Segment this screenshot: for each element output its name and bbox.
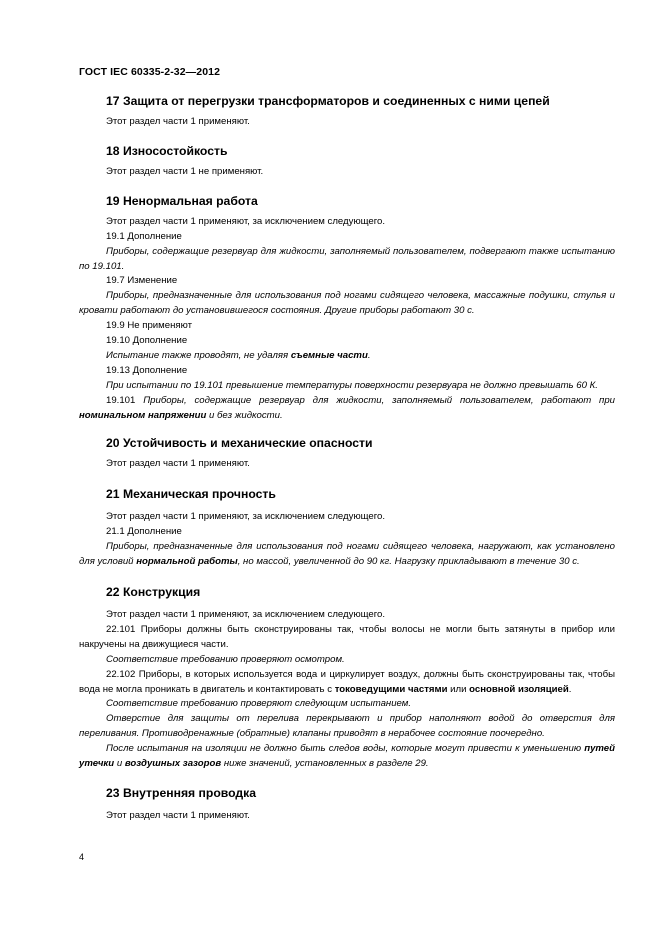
clause-19-101-text-a: Приборы, содержащие резервуар для жидкости, заполняемый пользователем, работают при [143,394,615,406]
section-21 [79,486,615,570]
section-19-heading: 19 Ненормальная работа [106,193,258,208]
section-17 [79,93,615,130]
term-normal-operation: нормальной работы [136,556,238,568]
section-21-heading: 21 Механическая прочность [106,487,276,502]
clause-19-10-text [79,349,615,364]
section-22 [79,584,615,772]
term-clearances: воздушных зазоров [124,758,222,770]
clause-19-101 [79,394,615,424]
clause-22-101: 22.101 Приборы должны быть сконструированы так, чтобы волосы не могли быть затянуты в прибор или накручены на движущиеся части. [79,623,615,650]
section-17-heading: 17 Защита от перегрузки трансформаторов и соединенных с ними цепей [106,94,550,108]
clause-21-1-text-a: Приборы, предназначенные для использования под ногами сидящего человека, нагружают, как установлено для условий [79,541,615,568]
clause-22-102-text-a: 22.102 Приборы, в которых используется вода и циркулирует воздух, должны быть сконструированы так, чтобы вода не могла проникать в двигатель и контактировать с [79,668,615,695]
section-17-body: Этот раздел части 1 применяют. [106,116,250,127]
section-21-intro: Этот раздел части 1 применяют, за исключением следующего. [106,511,386,523]
section-18-heading: 18 Износостойкость [106,143,228,158]
clause-22-102-test: Отверстие для защиты от перелива перекрывают и прибор наполняют водой до отверстия для переливания. Противодренажные (обратные) клапаны приводят в нерабочее состояние поочередно. [79,713,615,740]
clause-19-1-label: 19.1 Дополнение [106,230,182,242]
clause-19-7-label: 19.7 Изменение [106,275,178,287]
clause-22-102-end: . [568,683,572,695]
term-creepage-distances: путей утечки [79,743,615,770]
document-code-header: ГОСТ IEC 60335-2-32—2012 [79,66,221,78]
clause-19-10-text-b: . [367,349,371,361]
clause-21-1-text [79,540,615,570]
section-22-heading: 22 Конструкция [106,585,201,600]
term-rated-voltage: номинальном напряжении [79,409,207,421]
clause-22-102-after [79,742,615,772]
clause-22-102-mid: или [447,683,470,695]
clause-22-102-after-b: ниже значений, установленных в разделе 29. [221,758,429,770]
clause-19-13-text: При испытании по 19.101 превышение температуры поверхности резервуара не должно превышать 60 К. [106,379,598,391]
section-18-body: Этот раздел части 1 не применяют. [106,165,264,177]
section-23-body: Этот раздел части 1 применяют. [106,810,250,821]
clause-21-1-label: 21.1 Дополнение [106,526,182,538]
clause-22-102-after-mid: и [114,758,125,770]
section-19 [79,193,615,424]
clause-22-102-after-a: После испытания на изоляции не должно быть следов воды, которые могут привести к уменьшению [106,743,585,755]
clause-22-102 [79,668,615,698]
clause-19-101-text-b: и без жидкости. [206,409,283,421]
section-20 [79,435,615,472]
section-19-intro: Этот раздел части 1 применяют, за исключением следующего. [106,215,386,227]
clause-19-9-label: 19.9 Не применяют [106,320,192,332]
clause-22-102-check: Соответствие требованию проверяют следующим испытанием. [106,698,412,710]
term-live-parts: токоведущими частями [334,683,448,695]
section-22-intro: Этот раздел части 1 применяют, за исключением следующего. [106,609,386,621]
section-23-heading: 23 Внутренняя проводка [106,786,257,800]
section-20-heading: 20 Устойчивость и механические опасности [106,435,373,450]
clause-19-10-label: 19.10 Дополнение [106,335,188,347]
clause-19-10-text-a: Испытание также проводят, не удаляя [106,349,291,361]
section-18 [79,143,615,180]
section-20-body: Этот раздел части 1 применяют. [106,457,250,469]
clause-19-101-number: 19.101 [106,394,144,406]
section-23 [79,785,615,824]
clause-19-1-text: Приборы, содержащие резервуар для жидкости, заполняемый пользователем, подвергают также испытанию по 19.101. [79,245,615,272]
page-content [79,93,615,824]
term-removable-parts: съемные части [290,349,368,361]
clause-21-1-text-b: , но массой, увеличенной до 90 кг. Нагрузку прикладывают в течение 30 с. [237,556,580,568]
page-number: 4 [79,852,85,862]
term-basic-insulation: основной изоляцией [469,683,569,695]
clause-19-13-label: 19.13 Дополнение [106,364,188,376]
clause-22-101-check: Соответствие требованию проверяют осмотром. [106,653,345,665]
clause-19-7-text: Приборы, предназначенные для использования под ногами сидящего человека, массажные подушки, стулья и кровати работают до установившегося состояния. Другие приборы работают 30 с. [79,290,615,317]
